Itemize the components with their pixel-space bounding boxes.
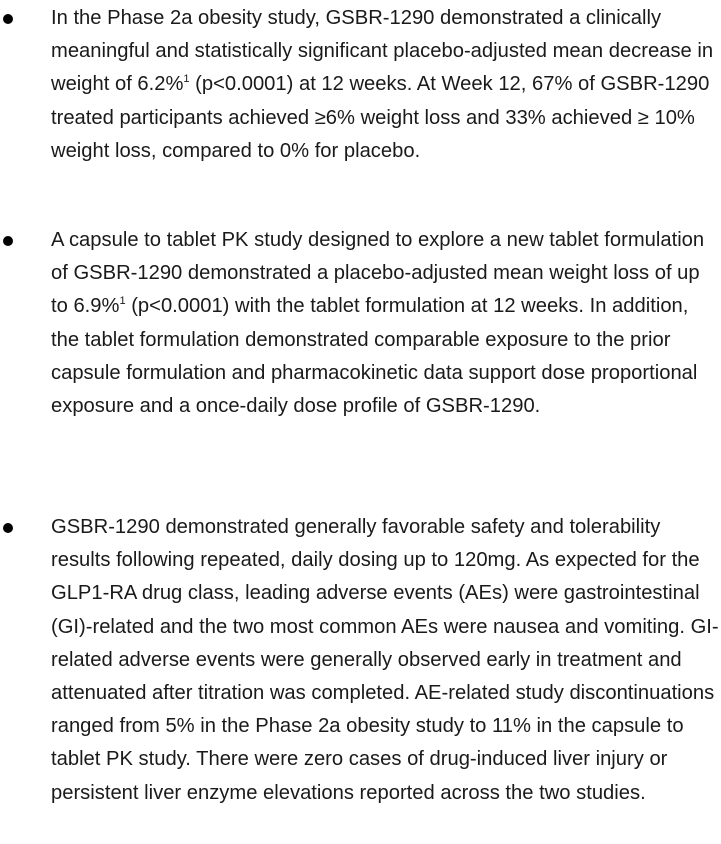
footnote-marker: 1 <box>119 295 126 308</box>
bullet-text: GSBR-1290 demonstrated generally favorable safety and tolerability results following repeated, daily dosing up to 120mg. As expected for the GLP1-RA drug class, leading adverse events (AEs) were gastrointestinal (GI)-related and the two most common AEs were nausea and vomiting. GI-related adverse events were generally observed early in treatment and attenuated after titration was completed. AE-related study discontinuations ranged from 5% in the Phase 2a obesity study to 11% in the capsule to tablet PK study. There were zero cases of drug-induced liver injury or persistent liver enzyme elevations reported across the two studies. <box>51 516 719 804</box>
bullet-icon <box>3 523 13 533</box>
bullet-text-part: A capsule to tablet PK study designed to explore a new tablet formulation of GSBR-1290 demonstrated a placebo-adjusted mean weight loss of up to 6.9% <box>51 229 705 318</box>
bullet-icon <box>3 14 13 24</box>
bullet-text <box>51 224 719 423</box>
bullet-text-part: (p<0.0001) at 12 weeks. At Week 12, 67% of GSBR-1290 treated participants achieved ≥6% weight loss and 33% achieved ≥ 10% weight loss, compared to 0% for placebo. <box>51 73 710 162</box>
footnote-marker: 1 <box>183 73 190 86</box>
bullet-icon <box>3 236 13 246</box>
bullet-text-part: (p<0.0001) with the tablet formulation at 12 weeks. In addition, the tablet formulation demonstrated comparable exposure to the prior capsule formulation and pharmacokinetic data support dose proportional exposure and a once-daily dose profile of GSBR-1290. <box>51 295 698 418</box>
bullet-text-part: In the Phase 2a obesity study, GSBR-1290 demonstrated a clinically meaningful and statistically significant placebo-adjusted mean decrease in weight of 6.2% <box>51 7 714 96</box>
bullet-text <box>51 2 719 168</box>
